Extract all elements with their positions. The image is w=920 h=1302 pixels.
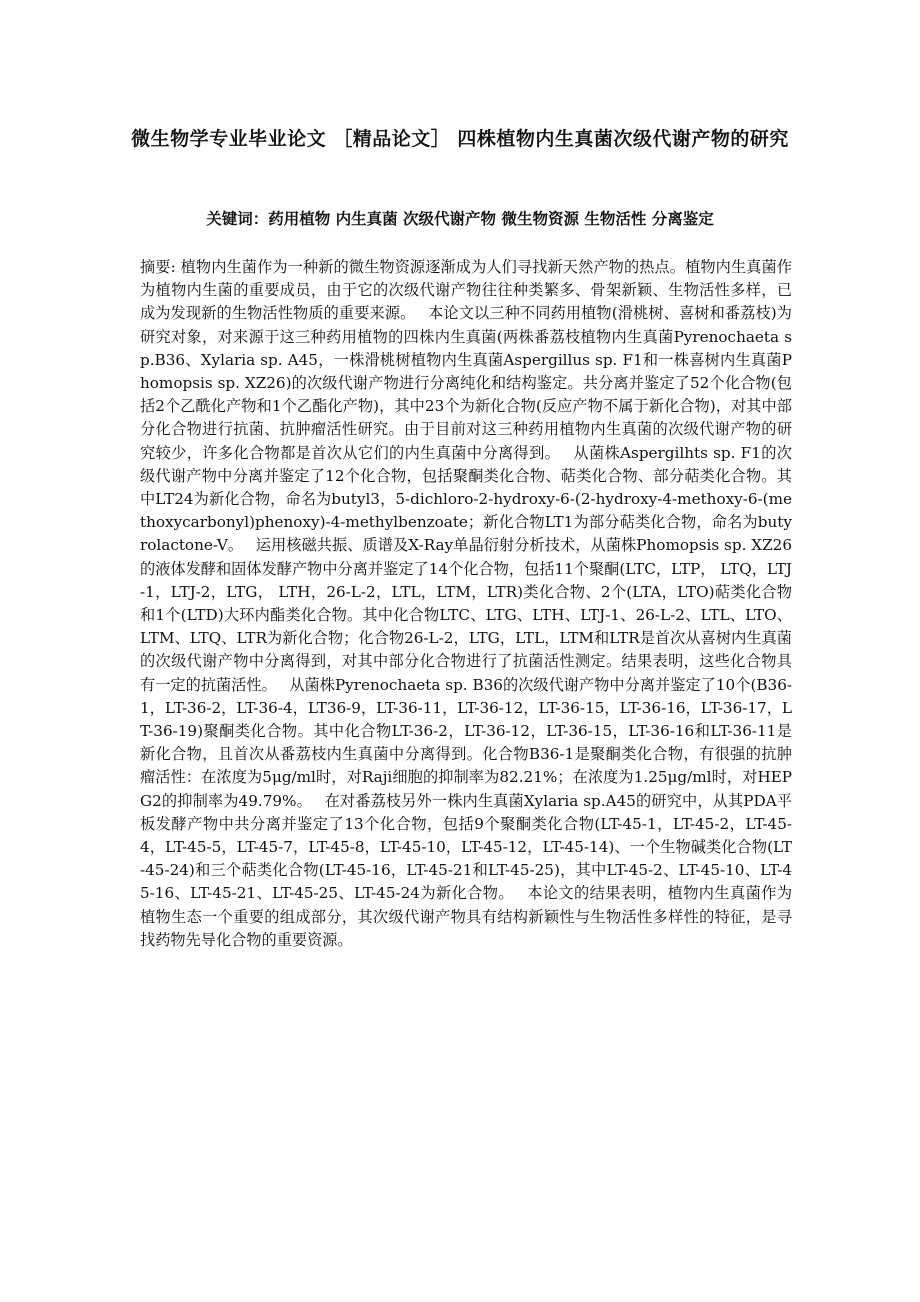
keywords-line [110, 206, 810, 232]
abstract-body [140, 256, 792, 952]
keywords-list: 药用植物 内生真菌 次级代谢产物 微生物资源 生物活性 分离鉴定 [268, 210, 714, 228]
abstract-label: 摘要: [140, 258, 176, 276]
keywords-label: 关键词： [206, 210, 269, 228]
paper-title: 微生物学专业毕业论文 ［精品论文］ 四株植物内生真菌次级代谢产物的研究 [131, 128, 789, 150]
abstract-text: 植物内生菌作为一种新的微生物资源逐渐成为人们寻找新天然产物的热点。植物内生真菌作为植物内生菌的重要成员，由于它的次级代谢产物往往种类繁多、骨架新颖、生物活性多样，已成为发现新的生物活性物质的重要来源。 本论文以三种不同药用植物(滑桃树、喜树和番荔枝)为研究对象，对来源于这三种药用植物的四株内生真菌(两株番荔枝植物内生真菌Pyrenochaeta sp.B36、Xylaria sp. A45，一株滑桃树植物内生真菌Aspergillus sp. F1和一株喜树内生真菌Phomopsis sp. XZ26)的次级代谢产物进行分离纯化和结构鉴定。共分离并鉴定了52个化合物(包括2个乙酰化产物和1个乙酯化产物)，其中23个为新化合物(反应产物不属于新化合物)，对其中部分化合物进行抗菌、抗肿瘤活性研究。由于目前对这三种药用植物内生真菌的次级代谢产物的研究较少，许多化合物都是首次从它们的内生真菌中分离得到。 从菌株Aspergilhts sp. F1的次级代谢产物中分离并鉴定了12个化合物，包括聚酮类化合物、萜类化合物、部分萜类化合物。其中LT24为新化合物，命名为butyl3，5-dichloro-2-hydroxy-6-(2-hydroxy-4-methoxy-6-(methoxycarbonyl)phenoxy)-4-methylbenzoate；新化合物LT1为部分萜类化合物，命名为butyrolactone-V。 运用核磁共振、质谱及X-Ray单晶衍射分析技术，从菌株Phomopsis sp. XZ26的液体发酵和固体发酵产物中分离并鉴定了14个化合物，包括11个聚酮(LTC，LTP， LTQ，LTJ-1，LTJ-2，LTG， LTH，26-L-2，LTL，LTM，LTR)类化合物、2个(LTA，LTO)萜类化合物和1个(LTD)大环内酯类化合物。其中化合物LTC、LTG、LTH、LTJ-1、26-L-2、LTL、LTO、LTM、LTQ、LTR为新化合物；化合物26-L-2，LTG，LTL，LTM和LTR是首次从喜树内生真菌的次级代谢产物中分离得到，对其中部分化合物进行了抗菌活性测定。结果表明，这些化合物具有一定的抗菌活性。 从菌株Pyrenochaeta sp. B36的次级代谢产物中分离并鉴定了10个(B36-1，LT-36-2，LT-36-4，LT36-9，LT-36-11，LT-36-12，LT-36-15，LT-36-16，LT-36-17，LT-36-19)聚酮类化合物。其中化合物LT-36-2，LT-36-12，LT-36-15，LT-36-16和LT-36-11是新化合物，且首次从番荔枝内生真菌中分离得到。化合物B36-1是聚酮类化合物，有很强的抗肿瘤活性：在浓度为5μg/ml时，对Raji细胞的抑制率为82.21%；在浓度为1.25μg/ml时，对HEPG2的抑制率为49.79%。 在对番荔枝另外一株内生真菌Xylaria sp.A45的研究中，从其PDA平板发酵产物中共分离并鉴定了13个化合物，包括9个聚酮类化合物(LT-45-1，LT-45-2，LT-45-4，LT-45-5，LT-45-7，LT-45-8，LT-45-10，LT-45-12，LT-45-14)、一个生物碱类化合物(LT-45-24)和三个萜类化合物(LT-45-16，LT-45-21和LT-45-25)，其中LT-45-2、LT-45-10、LT-45-16、LT-45-21、LT-45-25、LT-45-24为新化合物。 本论文的结果表明，植物内生真菌作为植物生态一个重要的组成部分，其次级代谢产物具有结构新颖性与生物活性多样性的特征，是寻找药物先导化合物的重要资源。 [140, 258, 793, 949]
